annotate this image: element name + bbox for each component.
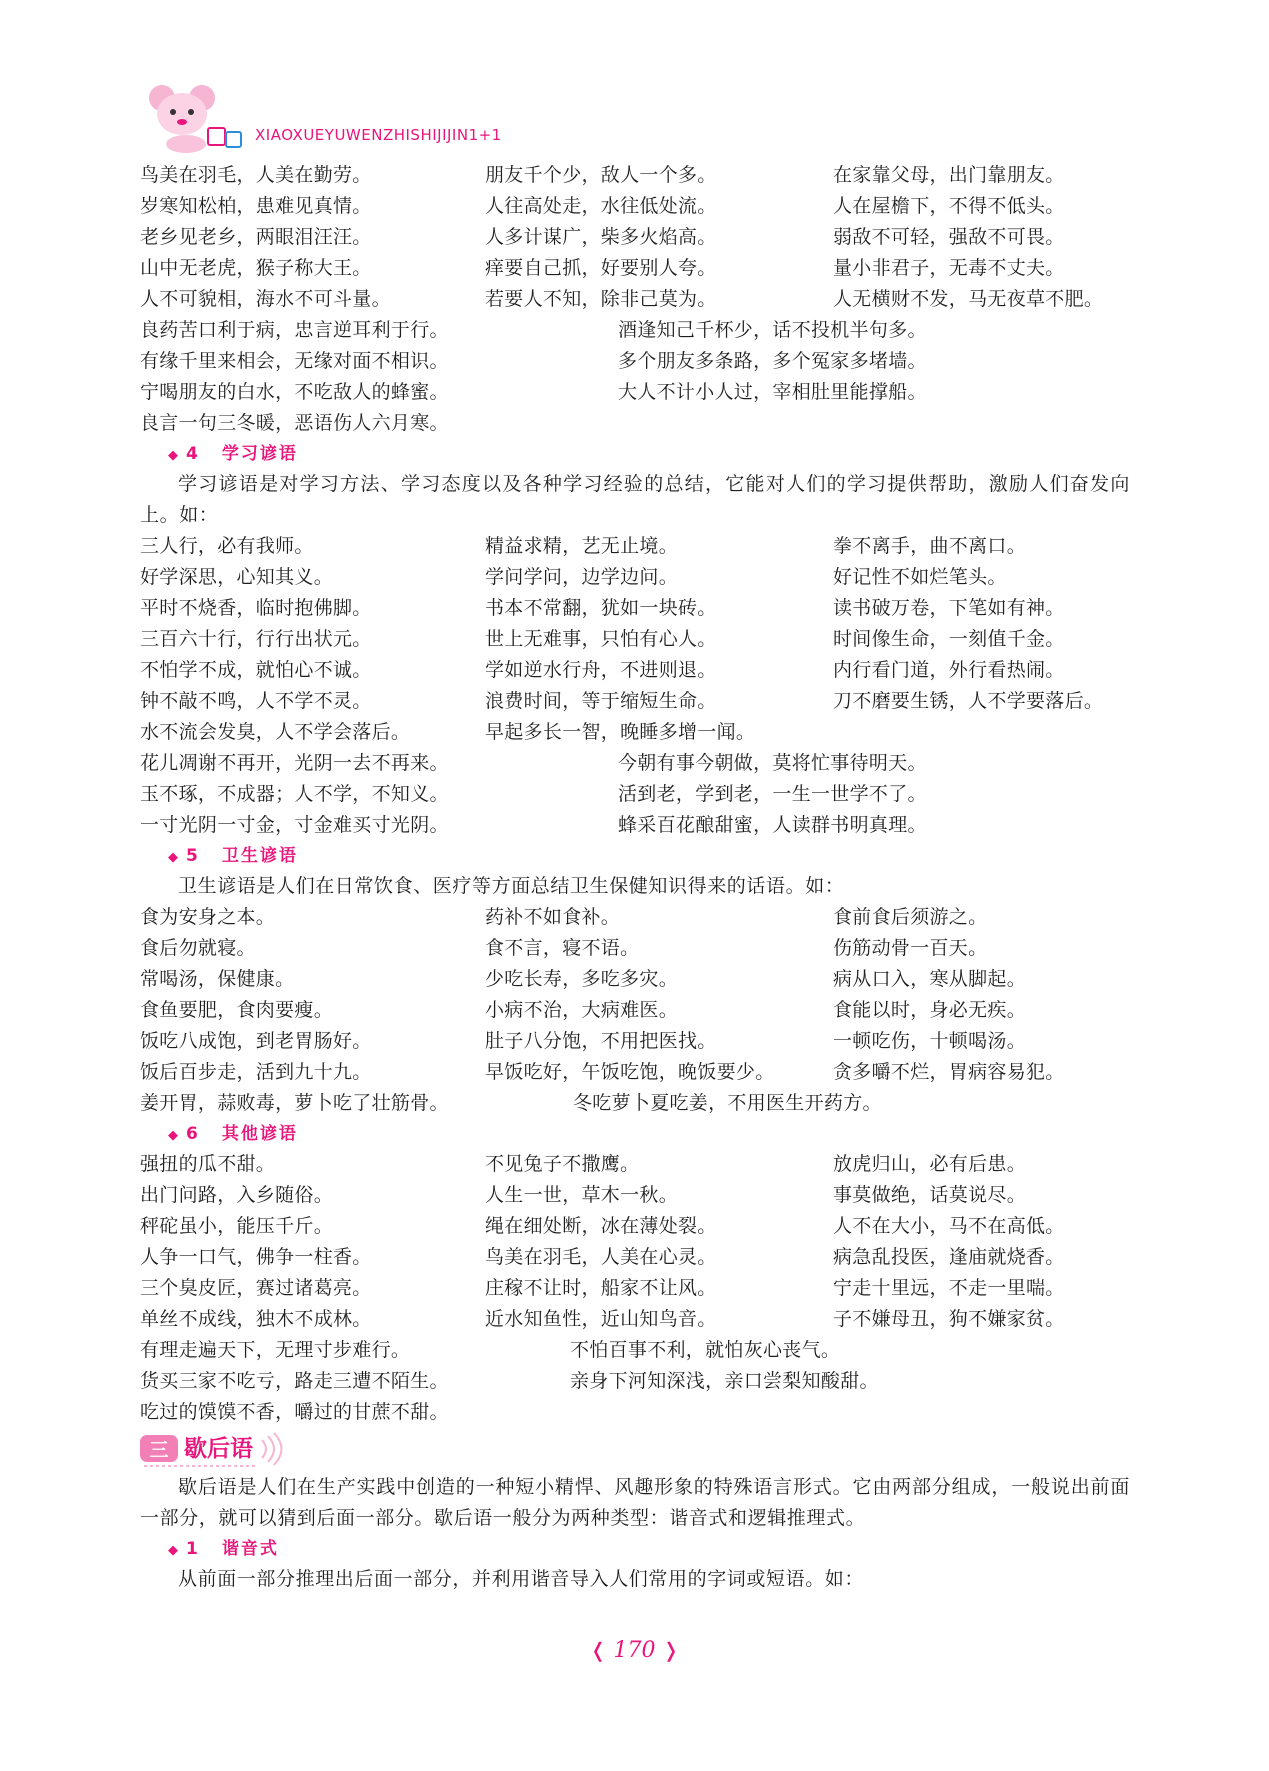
section-heading-health: ◆ 5 卫生谚语 bbox=[168, 846, 298, 866]
health-intro: 卫生谚语是人们在日常饮食、医疗等方面总结卫生保健知识得来的话语。如： bbox=[178, 875, 845, 897]
proverb-row: 有理走遍天下，无理寸步难行。 不怕百事不利，就怕灰心丧气。 bbox=[140, 1339, 841, 1361]
proverb-row: 食鱼要肥，食肉要瘦。 小病不治，大病难医。 食能以时，身必无疾。 bbox=[140, 999, 1027, 1021]
xiehouyu-intro: 歇后语是人们在生产实践中创造的一种短小精悍、风趣形象的特殊语言形式。它由两部分组成，一般说出前面一部分，就可以猜到后面一部分。歇后语一般分为两种类型：谐音式和逻辑推理式。 bbox=[140, 1476, 1130, 1529]
left-bracket-icon: ❬ bbox=[589, 1638, 607, 1662]
proverb-row: 一寸光阴一寸金，寸金难买寸光阴。 蜂采百花酿甜蜜，人读群书明真理。 bbox=[140, 814, 927, 836]
proverb-row: 常喝汤，保健康。 少吃长寿，多吃多灾。 病从口入，寒从脚起。 bbox=[140, 968, 1027, 990]
proverb-row: 饭后百步走，活到九十九。 早饭吃好，午饭吃饱，晚饭要少。 贪多嚼不烂，胃病容易犯。 bbox=[140, 1061, 1065, 1083]
section-heading-xiehouyu bbox=[140, 1428, 1130, 1472]
proverb-row: 花儿凋谢不再开，光阴一去不再来。 今朝有事今朝做，莫将忙事待明天。 bbox=[140, 752, 927, 774]
proverb-row: 出门问路，入乡随俗。 人生一世，草木一秋。 事莫做绝，话莫说尽。 bbox=[140, 1184, 1027, 1206]
proverb-row: 三人行，必有我师。 精益求精，艺无止境。 拳不离手，曲不离口。 bbox=[140, 535, 1027, 557]
mascot-mouse-icon bbox=[140, 82, 252, 154]
proverb-row: 老乡见老乡，两眼泪汪汪。 人多计谋广，柴多火焰高。 弱敌不可轻，强敌不可畏。 bbox=[140, 226, 1065, 248]
proverb-row: 平时不烧香，临时抱佛脚。 书本不常翻，犹如一块砖。 读书破万卷，下笔如有神。 bbox=[140, 597, 1065, 619]
page-content bbox=[140, 160, 1130, 1595]
proverb-row: 货买三家不吃亏，路走三遭不陌生。 亲身下河知深浅，亲口尝梨知酸甜。 bbox=[140, 1370, 879, 1392]
study-intro: 学习谚语是对学习方法、学习态度以及各种学习经验的总结，它能对人们的学习提供帮助，激励人们奋发向上。如： bbox=[140, 473, 1130, 526]
proverb-row: 钟不敲不鸣，人不学不灵。 浪费时间，等于缩短生命。 刀不磨要生锈，人不学要落后。 bbox=[140, 690, 1104, 712]
proverb-row: 良药苦口利于病，忠言逆耳利于行。 酒逢知己千杯少，话不投机半句多。 bbox=[140, 319, 927, 341]
series-title: XIAOXUEYUWENZHISHIJIJIN1+1 bbox=[255, 126, 502, 144]
proverb-row: 山中无老虎，猴子称大王。 痒要自己抓，好要别人夸。 量小非君子，无毒不丈夫。 bbox=[140, 257, 1065, 279]
svg-text:三: 三 bbox=[149, 1439, 169, 1461]
proverb-row: 强扭的瓜不甜。 不见兔子不撒鹰。 放虎归山，必有后患。 bbox=[140, 1153, 1027, 1175]
proverb-row: 秤砣虽小，能压千斤。 绳在细处断，冰在薄处裂。 人不在大小，马不在高低。 bbox=[140, 1215, 1065, 1237]
proverb-row: 鸟美在羽毛，人美在勤劳。 朋友千个少，敌人一个多。 在家靠父母，出门靠朋友。 bbox=[140, 164, 1065, 186]
page-header bbox=[140, 82, 700, 152]
proverb-row: 姜开胃，蒜败毒，萝卜吃了壮筋骨。 冬吃萝卜夏吃姜，不用医生开药方。 bbox=[140, 1092, 882, 1114]
homophone-intro: 从前面一部分推理出后面一部分，并利用谐音导入人们常用的字词或短语。如： bbox=[178, 1568, 865, 1590]
proverb-row: 玉不琢，不成器；人不学，不知义。 活到老，学到老，一生一世学不了。 bbox=[140, 783, 927, 805]
proverb-row: 岁寒知松柏，患难见真情。 人往高处走，水往低处流。 人在屋檐下，不得不低头。 bbox=[140, 195, 1065, 217]
proverb-row: 食为安身之本。 药补不如食补。 食前食后须游之。 bbox=[140, 906, 988, 928]
proverb-row: 食后勿就寝。 食不言，寝不语。 伤筋动骨一百天。 bbox=[140, 937, 988, 959]
diamond-icon: ◆ bbox=[168, 448, 180, 463]
diamond-icon: ◆ bbox=[168, 850, 180, 865]
diamond-icon: ◆ bbox=[168, 1543, 180, 1558]
proverb-row: 饭吃八成饱，到老胃肠好。 肚子八分饱，不用把医找。 一顿吃伤，十顿喝汤。 bbox=[140, 1030, 1027, 1052]
diamond-icon: ◆ bbox=[168, 1128, 180, 1143]
proverb-row: 单丝不成线，独木不成林。 近水知鱼性，近山知鸟音。 子不嫌母丑，狗不嫌家贫。 bbox=[140, 1308, 1065, 1330]
proverb-row: 良言一句三冬暖，恶语伤人六月寒。 bbox=[140, 412, 449, 434]
proverb-row: 三个臭皮匠，赛过诸葛亮。 庄稼不让时，船家不让风。 宁走十里远，不走一里喘。 bbox=[140, 1277, 1065, 1299]
proverb-row: 宁喝朋友的白水，不吃敌人的蜂蜜。 大人不计小人过，宰相肚里能撑船。 bbox=[140, 381, 927, 403]
proverb-row: 三百六十行，行行出状元。 世上无难事，只怕有心人。 时间像生命，一刻值千金。 bbox=[140, 628, 1065, 650]
section-heading-other: ◆ 6 其他谚语 bbox=[168, 1124, 298, 1144]
proverb-row: 吃过的馍馍不香，嚼过的甘蔗不甜。 bbox=[140, 1401, 449, 1423]
section-heading-study: ◆ 4 学习谚语 bbox=[168, 444, 298, 464]
section-title: 歇后语 bbox=[184, 1435, 253, 1462]
proverb-row: 好学深思，心知其义。 学问学问，边学边问。 好记性不如烂笔头。 bbox=[140, 566, 1007, 588]
proverb-row: 水不流会发臭，人不学会落后。 早起多长一智，晚睡多增一闻。 bbox=[140, 721, 756, 743]
proverb-row: 有缘千里来相会，无缘对面不相识。 多个朋友多条路，多个冤家多堵墙。 bbox=[140, 350, 927, 372]
proverb-row: 人争一口气，佛争一柱香。 鸟美在羽毛，人美在心灵。 病急乱投医，逢庙就烧香。 bbox=[140, 1246, 1065, 1268]
page-number: ❬ 170 ❭ bbox=[589, 1638, 680, 1663]
proverb-row: 人不可貌相，海水不可斗量。 若要人不知，除非己莫为。 人无横财不发，马无夜草不肥。 bbox=[140, 288, 1104, 310]
section-heading-homophone: ◆ 1 谐音式 bbox=[168, 1539, 279, 1559]
proverb-row: 不怕学不成，就怕心不诚。 学如逆水行舟，不进则退。 内行看门道，外行看热闹。 bbox=[140, 659, 1065, 681]
right-bracket-icon: ❭ bbox=[662, 1638, 680, 1662]
